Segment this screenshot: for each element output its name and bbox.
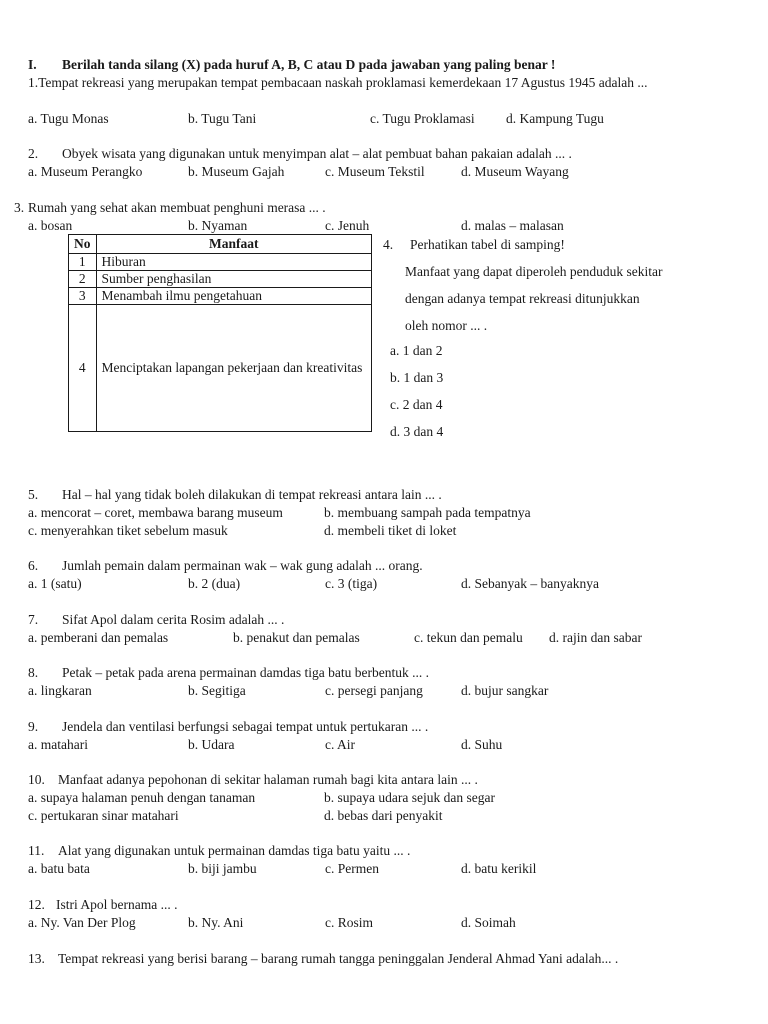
question-9-option-a[interactable]: a. matahari [28,737,88,752]
question-8-number: 8. [28,665,39,680]
question-4-option-d[interactable]: d. 3 dan 4 [390,424,444,439]
question-1-option-c[interactable]: c. Tugu Proklamasi [370,111,475,126]
table-header-manfaat: Manfaat [96,235,372,254]
question-1-option-b[interactable]: b. Tugu Tani [188,111,257,126]
section-number: I. [28,57,37,72]
question-4-line-4: oleh nomor ... . [405,318,488,333]
question-5-option-d[interactable]: d. membeli tiket di loket [324,523,457,538]
table-header-row [69,235,372,254]
question-7-option-a[interactable]: a. pemberani dan pemalas [28,630,169,645]
question-11-option-b[interactable]: b. biji jambu [188,861,257,876]
question-5-option-a[interactable]: a. mencorat – coret, membawa barang museum [28,505,283,520]
question-10-option-b[interactable]: b. supaya udara sejuk dan segar [324,790,495,805]
question-8-text: Petak – petak pada arena permainan damdas tiga batu berbentuk ... . [62,665,429,680]
question-11-option-c[interactable]: c. Permen [325,861,379,876]
question-7-number: 7. [28,612,39,627]
question-7-option-c[interactable]: c. tekun dan pemalu [414,630,523,645]
table-cell-manfaat: Menciptakan lapangan pekerjaan dan kreativitas [96,305,372,432]
question-4-line-2: Manfaat yang dapat diperoleh penduduk sekitar [405,264,663,279]
question-2-option-b[interactable]: b. Museum Gajah [188,164,285,179]
question-6-option-a[interactable]: a. 1 (satu) [28,576,82,591]
question-10-option-c[interactable]: c. pertukaran sinar matahari [28,808,179,823]
section-instruction: Berilah tanda silang (X) pada huruf A, B, C atau D pada jawaban yang paling benar ! [62,57,556,72]
question-2-number: 2. [28,146,39,161]
question-3-option-b[interactable]: b. Nyaman [188,218,248,233]
question-3-option-a[interactable]: a. bosan [28,218,73,233]
question-1-option-a[interactable]: a. Tugu Monas [28,111,109,126]
table-cell-no: 4 [69,305,97,432]
question-3-option-c[interactable]: c. Jenuh [325,218,370,233]
question-12-option-a[interactable]: a. Ny. Van Der Plog [28,915,136,930]
question-10-number: 10. [28,772,45,787]
question-9-number: 9. [28,719,39,734]
question-8-option-a[interactable]: a. lingkaran [28,683,92,698]
question-2-text: Obyek wisata yang digunakan untuk menyimpan alat – alat pembuat bahan pakaian adalah ... . [62,146,572,161]
question-7-text: Sifat Apol dalam cerita Rosim adalah ... . [62,612,285,627]
question-6-option-c[interactable]: c. 3 (tiga) [325,576,378,591]
question-11-option-d[interactable]: d. batu kerikil [461,861,537,876]
question-12-option-b[interactable]: b. Ny. Ani [188,915,244,930]
question-1-option-d[interactable]: d. Kampung Tugu [506,111,604,126]
question-4-option-a[interactable]: a. 1 dan 2 [390,343,443,358]
question-2-option-d[interactable]: d. Museum Wayang [461,164,569,179]
question-3-text: Rumah yang sehat akan membuat penghuni merasa ... . [28,200,326,215]
question-11-number: 11. [28,843,45,858]
question-4-line-3: dengan adanya tempat rekreasi ditunjukkan [405,291,640,306]
table-cell-no: 1 [69,254,97,271]
question-8-option-b[interactable]: b. Segitiga [188,683,246,698]
question-5-number: 5. [28,487,39,502]
question-13-text: Tempat rekreasi yang berisi barang – barang rumah tangga peninggalan Jenderal Ahmad Yani adalah... . [58,951,619,966]
question-6-text: Jumlah pemain dalam permainan wak – wak gung adalah ... orang. [62,558,423,573]
table-row [69,288,372,305]
table-header-no: No [69,235,97,254]
question-10-option-a[interactable]: a. supaya halaman penuh dengan tanaman [28,790,256,805]
question-3-option-d[interactable]: d. malas – malasan [461,218,564,233]
question-4-option-c[interactable]: c. 2 dan 4 [390,397,443,412]
table-row [69,254,372,271]
question-6-option-d[interactable]: d. Sebanyak – banyaknya [461,576,599,591]
question-7-option-d[interactable]: d. rajin dan sabar [549,630,642,645]
question-9-option-d[interactable]: d. Suhu [461,737,503,752]
question-8-option-c[interactable]: c. persegi panjang [325,683,423,698]
question-5-option-c[interactable]: c. menyerahkan tiket sebelum masuk [28,523,228,538]
question-5-option-b[interactable]: b. membuang sampah pada tempatnya [324,505,531,520]
question-7-option-b[interactable]: b. penakut dan pemalas [233,630,360,645]
question-4-option-b[interactable]: b. 1 dan 3 [390,370,444,385]
question-12-number: 12. [28,897,45,912]
question-10-option-d[interactable]: d. bebas dari penyakit [324,808,443,823]
manfaat-table [68,234,372,432]
question-9-text: Jendela dan ventilasi berfungsi sebagai tempat untuk pertukaran ... . [62,719,429,734]
question-5-text: Hal – hal yang tidak boleh dilakukan di tempat rekreasi antara lain ... . [62,487,442,502]
question-2-option-a[interactable]: a. Museum Perangko [28,164,143,179]
table-cell-no: 2 [69,271,97,288]
question-9-option-c[interactable]: c. Air [325,737,355,752]
question-11-option-a[interactable]: a. batu bata [28,861,90,876]
table-cell-manfaat: Sumber penghasilan [96,271,372,288]
question-8-option-d[interactable]: d. bujur sangkar [461,683,549,698]
question-6-option-b[interactable]: b. 2 (dua) [188,576,241,591]
question-11-text: Alat yang digunakan untuk permainan damdas tiga batu yaitu ... . [58,843,411,858]
question-6-number: 6. [28,558,39,573]
question-4-number: 4. [383,237,394,252]
question-4-line-1: Perhatikan tabel di samping! [410,237,565,252]
question-12-text: Istri Apol bernama ... . [56,897,178,912]
question-12-option-d[interactable]: d. Soimah [461,915,516,930]
question-10-text: Manfaat adanya pepohonan di sekitar halaman rumah bagi kita antara lain ... . [58,772,478,787]
question-3-number: 3. [14,200,25,215]
question-13-number: 13. [28,951,45,966]
table-row [69,271,372,288]
table-cell-no: 3 [69,288,97,305]
question-9-option-b[interactable]: b. Udara [188,737,235,752]
question-1-text: 1.Tempat rekreasi yang merupakan tempat pembacaan naskah proklamasi kemerdekaan 17 Agustus 1945 adalah ... [28,75,648,90]
table-cell-manfaat: Hiburan [96,254,372,271]
question-2-option-c[interactable]: c. Museum Tekstil [325,164,425,179]
table-cell-manfaat: Menambah ilmu pengetahuan [96,288,372,305]
question-12-option-c[interactable]: c. Rosim [325,915,374,930]
table-row [69,305,372,432]
